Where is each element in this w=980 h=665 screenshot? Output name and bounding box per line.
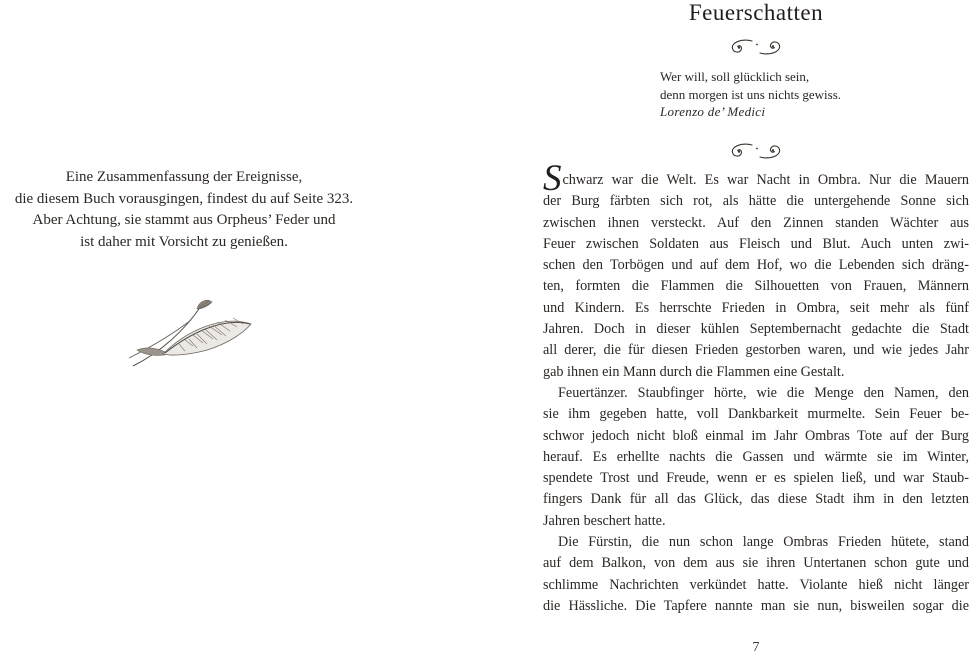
body-line: zwischen ihnen versteckt. Auf den Zinnen standen Wächter aus — [543, 214, 969, 231]
body-line: gab ihnen ein Mann durch die Flammen eine Gestalt. — [543, 363, 845, 380]
body-line: der Burg färbten sich rot, als hätte die untergehende Sonne sich — [543, 193, 969, 210]
feather-illustration — [127, 294, 257, 370]
body-line: schlimme Nachrichten verkündet hatte. Violante hieß nicht länger — [543, 576, 969, 593]
chapter-title: Feuerschatten — [688, 0, 824, 25]
summary-note-line: Eine Zusammenfassung der Ereignisse, — [65, 169, 303, 185]
body-line: herauf. Es erhellte nachts die Gassen und wärmte sie im Winter, — [543, 448, 969, 465]
body-line: sie ihm gegeben hatte, voll Dankbarkeit murmelte. Sein Feuer be- — [543, 406, 969, 423]
body-line: Feuertänzer. Staubfinger hörte, wie die Menge den Namen, den — [558, 384, 969, 401]
body-line: Die Fürstin, die nun schon lange Ombras Frieden hütete, stand — [558, 534, 969, 551]
summary-note-line: die diesem Buch vorausgingen, findest du auf Seite 323. — [14, 190, 354, 207]
body-line: schen den Torbögen und auf dem Hof, wo die Lebenden sich dräng- — [543, 257, 969, 274]
body-line: schwor jedoch nicht bloß einmal im Jahr Ombras Tote auf der Burg — [543, 427, 969, 444]
body-line: fingers Dank für all das Glück, das diese Stadt ihm in den letzten — [543, 491, 969, 508]
summary-note-line: Aber Achtung, sie stammt aus Orpheus’ Feder und — [32, 212, 336, 229]
body-line: spendete Trost und Freude, wenn er es spielen ließ, und war Staub- — [543, 470, 969, 487]
flourish-ornament-icon — [543, 142, 969, 165]
epigraph-line: Wer will, soll glücklich sein, — [660, 69, 810, 84]
body-line: und Kindern. Es herrschte Frieden in Ombra, seit mehr als fünf — [543, 299, 969, 316]
chapter-body — [543, 158, 969, 617]
body-line-text: chwarz war die Welt. Es war Nacht in Ombra. Nur die Mauern — [562, 172, 969, 188]
body-line: Feuer zwischen Soldaten aus Fleisch und Blut. Auch unten zwi- — [543, 235, 969, 252]
body-line: die Hässliche. Die Tapfere nannte man sie nun, bisweilen sogar die — [543, 597, 969, 614]
epigraph-line: denn morgen ist uns nichts gewiss. — [660, 86, 842, 102]
body-line — [543, 158, 969, 199]
epigraph-attribution: Lorenzo de’ Medici — [660, 104, 766, 119]
drop-cap: S — [543, 158, 563, 199]
right-page — [543, 0, 969, 665]
epigraph — [660, 68, 841, 121]
page-number: 7 — [752, 640, 760, 655]
summary-note — [0, 167, 368, 254]
body-line: ten, formten die Flammen die Silhouetten von Frauen, Männern — [543, 278, 969, 295]
flourish-ornament-icon — [543, 38, 969, 61]
body-line: Jahren. Doch in dieser kühlen Septembernacht gedachte die Stadt — [543, 321, 969, 338]
summary-note-line: ist daher mit Vorsicht zu genießen. — [80, 234, 288, 251]
body-line: Jahren beschert hatte. — [543, 512, 666, 529]
body-line: auf dem Balkon, von dem aus sie ihren Untertanen schon gute und — [543, 555, 969, 572]
body-line: all derer, die für diesen Frieden gestorben waren, und wie jedes Jahr — [543, 342, 969, 359]
